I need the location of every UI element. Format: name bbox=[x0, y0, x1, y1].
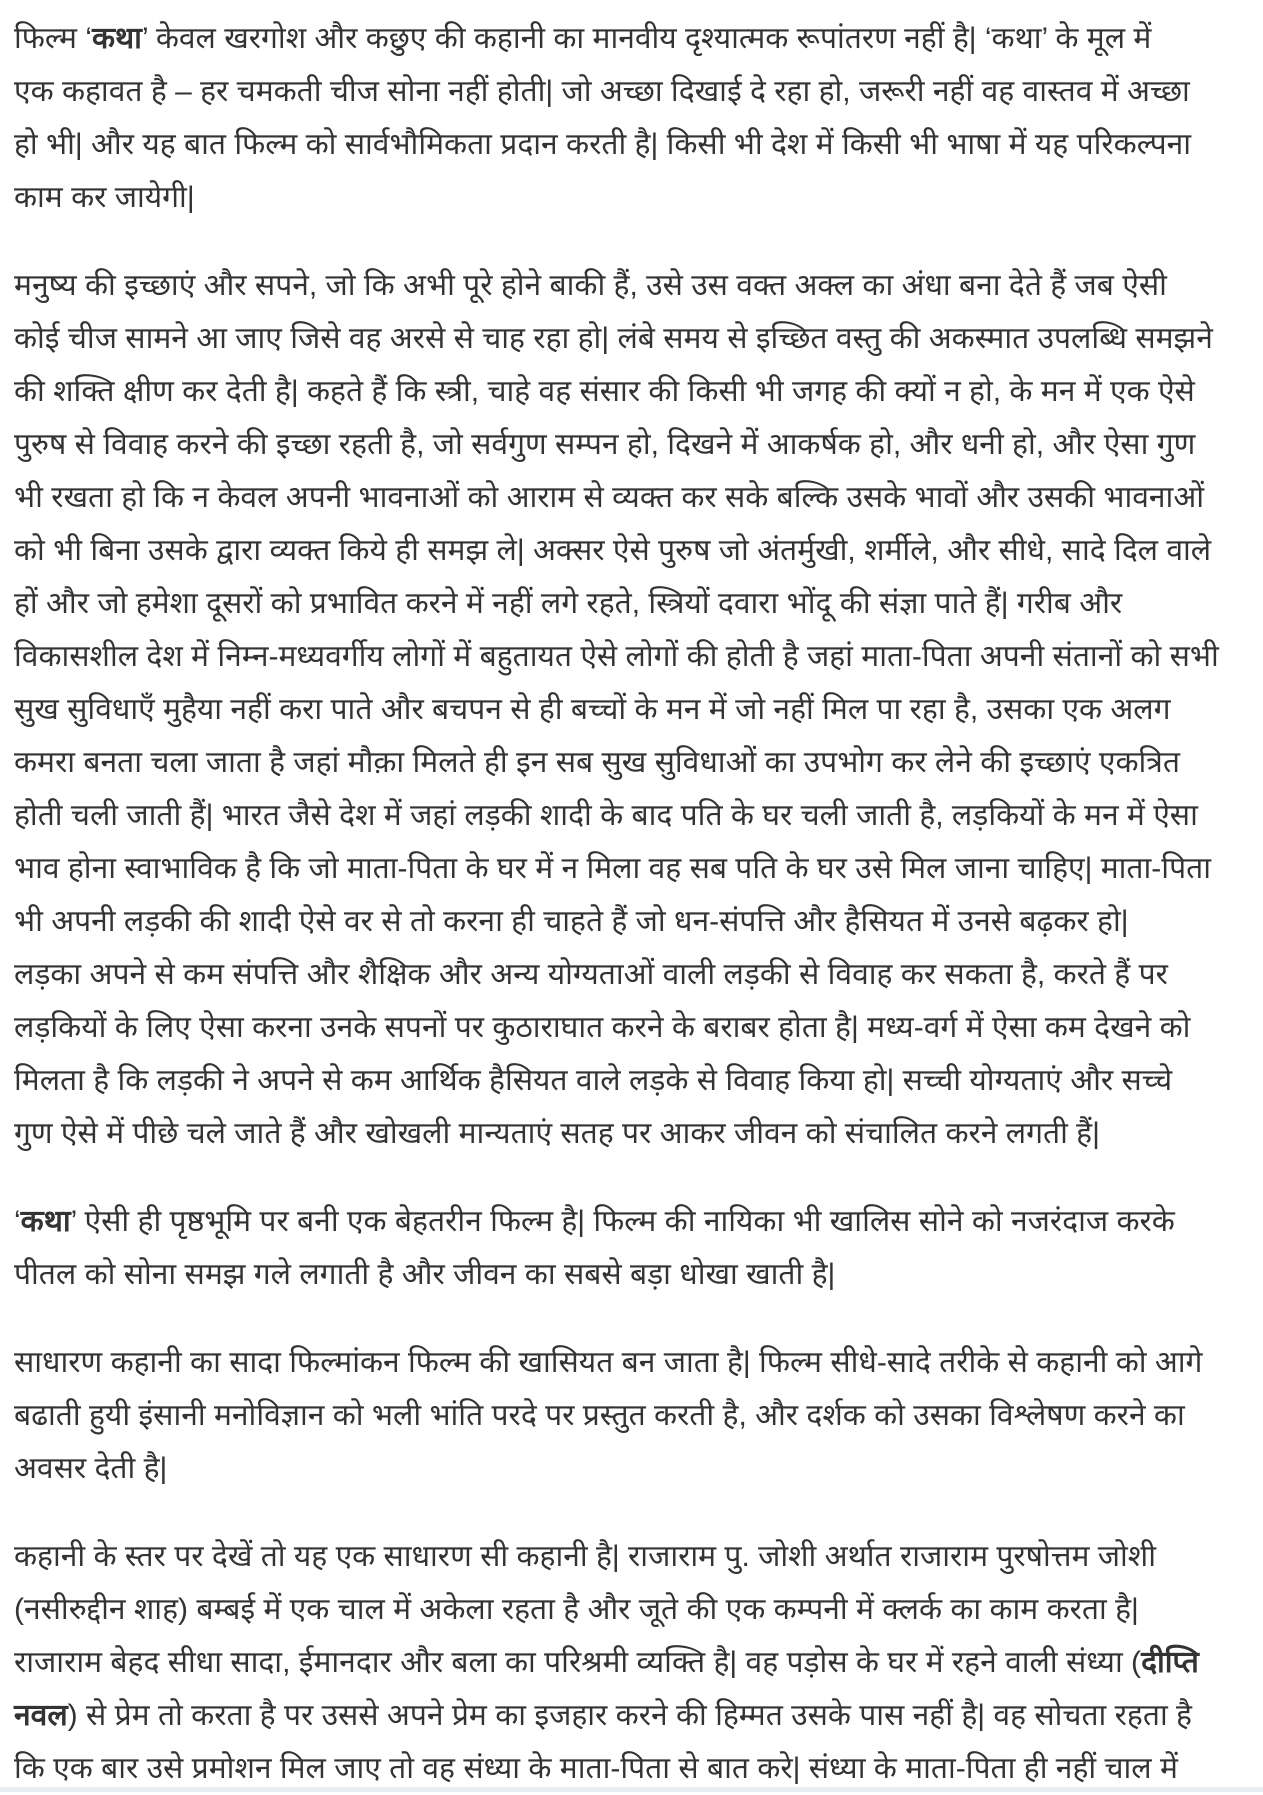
text-segment: लड़कियों के लिए ऐसा करना उनके सपनों पर कुठाराघात करने के बराबर होता है| मध्य-वर्ग में ऐसा कम देखने को bbox=[14, 1011, 1191, 1044]
text-line bbox=[14, 365, 1250, 418]
text-segment: हों और जो हमेशा दूसरों को प्रभावित करने में नहीं लगे रहते, स्त्रियों दवारा भोंदू की संज्ञा पाते हैं| गरीब और bbox=[14, 587, 1123, 620]
text-segment: लड़का अपने से कम संपत्ति और शैक्षिक और अन्य योग्यताओं वाली लड़की से विवाह कर सकता है, करते हैं पर bbox=[14, 958, 1168, 991]
text-segment: कोई चीज सामने आ जाए जिसे वह अरसे से चाह रहा हो| लंबे समय से इच्छित वस्तु की अकस्मात उपलब्धि समझने bbox=[14, 322, 1213, 355]
text-line bbox=[14, 683, 1250, 736]
text-line bbox=[14, 524, 1250, 577]
text-segment: अवसर देती है| bbox=[14, 1452, 168, 1485]
text-line bbox=[14, 12, 1250, 65]
text-segment: भाव होना स्वाभाविक है कि जो माता-पिता के घर में न मिला वह सब पति के घर उसे मिल जाना चाहिए| माता-पिता bbox=[14, 852, 1211, 885]
text-segment: (नसीरुद्दीन शाह) बम्बई में एक चाल में अकेला रहता है और जूते की एक कम्पनी में क्लर्क का काम करता है| bbox=[14, 1593, 1139, 1626]
text-segment: मनुष्य की इच्छाएं और सपने, जो कि अभी पूरे होने बाकी हैं, उसे उस वक्त अक्ल का अंधा बना देते हैं जब ऐसी bbox=[14, 269, 1167, 302]
text-line bbox=[14, 1336, 1250, 1389]
text-line bbox=[14, 789, 1250, 842]
text-line bbox=[14, 1248, 1250, 1301]
text-line bbox=[14, 418, 1250, 471]
text-line bbox=[14, 948, 1250, 1001]
text-segment: बढाती हुयी इंसानी मनोविज्ञान को भली भांति परदे पर प्रस्तुत करती है, और दर्शक को उसका विश्लेषण करने का bbox=[14, 1399, 1185, 1432]
text-line bbox=[14, 118, 1250, 171]
text-segment: की शक्ति क्षीण कर देती है| कहते हैं कि स्त्री, चाहे वह संसार की किसी भी जगह की क्यों न हो, के मन में एक ऐसे bbox=[14, 375, 1195, 408]
text-line bbox=[14, 1107, 1250, 1160]
bottom-divider bbox=[0, 1787, 1263, 1792]
text-segment: गुण ऐसे में पीछे चले जाते हैं और खोखली मान्यताएं सतह पर आकर जीवन को संचालित करने लगती हैं| bbox=[14, 1117, 1100, 1150]
paragraph bbox=[14, 1336, 1250, 1495]
text-line bbox=[14, 630, 1250, 683]
paragraph bbox=[14, 1530, 1250, 1795]
text-segment: कि एक बार उसे प्रमोशन मिल जाए तो वह संध्या के माता-पिता से बात करे| संध्या के माता-पिता ही नहीं चाल में bbox=[14, 1752, 1178, 1785]
text-segment: मिलता है कि लड़की ने अपने से कम आर्थिक हैसियत वाले लड़के से विवाह किया हो| सच्ची योग्यताएं और सच्चे bbox=[14, 1064, 1173, 1097]
text-segment: को भी बिना उसके द्वारा व्यक्त किये ही समझ ले| अक्सर ऐसे पुरुष जो अंतर्मुखी, शर्मीले, और सीधे, सादे दिल वाले bbox=[14, 534, 1212, 567]
text-line bbox=[14, 1442, 1250, 1495]
text-line bbox=[14, 895, 1250, 948]
text-line bbox=[14, 577, 1250, 630]
text-segment: साधारण कहानी का सादा फिल्मांकन फिल्म की खासियत बन जाता है| फिल्म सीधे-सादे तरीके से कहानी को आगे bbox=[14, 1346, 1203, 1379]
text-line bbox=[14, 1583, 1250, 1636]
bold-text-segment: दीप्ति bbox=[1141, 1646, 1199, 1679]
text-segment: फिल्म ‘ bbox=[14, 22, 92, 55]
text-line bbox=[14, 1054, 1250, 1107]
paragraph bbox=[14, 259, 1250, 1160]
bold-text-segment: कथा bbox=[91, 22, 142, 55]
bold-text-segment: कथा bbox=[20, 1205, 71, 1238]
text-segment: कमरा बनता चला जाता है जहां मौक़ा मिलते ही इन सब सुख सुविधाओं का उपभोग कर लेने की इच्छाएं एकत्रित bbox=[14, 746, 1180, 779]
text-line bbox=[14, 1530, 1250, 1583]
text-segment: राजाराम बेहद सीधा सादा, ईमानदार और बला का परिश्रमी व्यक्ति है| वह पड़ोस के घर में रहने वाली संध्या ( bbox=[14, 1646, 1142, 1679]
text-segment: ’ ऐसी ही पृष्ठभूमि पर बनी एक बेहतरीन फिल्म है| फिल्म की नायिका भी खालिस सोने को नजरंदाज करके bbox=[70, 1205, 1175, 1238]
text-segment: ’ केवल खरगोश और कछुए की कहानी का मानवीय दृश्यात्मक रूपांतरण नहीं है| ‘कथा’ के मूल में bbox=[141, 22, 1152, 55]
text-segment: विकासशील देश में निम्न-मध्यवर्गीय लोगों में बहुतायत ऐसे लोगों की होती है जहां माता-पिता अपनी संतानों को सभी bbox=[14, 640, 1219, 673]
text-segment: भी रखता हो कि न केवल अपनी भावनाओं को आराम से व्यक्त कर सके बल्कि उसके भावों और उसकी भावनाओं bbox=[14, 481, 1204, 514]
text-line bbox=[14, 736, 1250, 789]
text-segment: ) से प्रेम तो करता है पर उससे अपने प्रेम का इजहार करने की हिम्मत उसके पास नहीं है| वह सोचता रहता है bbox=[67, 1699, 1192, 1732]
text-segment: भी अपनी लड़की की शादी ऐसे वर से तो करना ही चाहते हैं जो धन-संपत्ति और हैसियत में उनसे बढ़कर हो| bbox=[14, 905, 1129, 938]
text-line bbox=[14, 1389, 1250, 1442]
text-line bbox=[14, 171, 1250, 224]
bold-text-segment: नवल bbox=[14, 1699, 68, 1732]
text-segment: पीतल को सोना समझ गले लगाती है और जीवन का सबसे बड़ा धोखा खाती है| bbox=[14, 1258, 836, 1291]
paragraph bbox=[14, 12, 1250, 224]
text-line bbox=[14, 1636, 1250, 1689]
paragraph bbox=[14, 1195, 1250, 1301]
text-segment: होती चली जाती हैं| भारत जैसे देश में जहां लड़की शादी के बाद पति के घर चली जाती है, लड़कियों के मन में ऐसा bbox=[14, 799, 1198, 832]
text-line bbox=[14, 259, 1250, 312]
text-line bbox=[14, 65, 1250, 118]
text-segment: हो भी| और यह बात फिल्म को सार्वभौमिकता प्रदान करती है| किसी भी देश में किसी भी भाषा में यह परिकल्पना bbox=[14, 128, 1192, 161]
text-line bbox=[14, 1001, 1250, 1054]
text-line bbox=[14, 471, 1250, 524]
text-segment: काम कर जायेगी| bbox=[14, 181, 195, 214]
text-segment: पुरुष से विवाह करने की इच्छा रहती है, जो सर्वगुण सम्पन हो, दिखने में आकर्षक हो, और धनी हो, और ऐसा गुण bbox=[14, 428, 1196, 461]
text-segment: एक कहावत है – हर चमकती चीज सोना नहीं होती| जो अच्छा दिखाई दे रहा हो, जरूरी नहीं वह वास्तव में अच्छा bbox=[14, 75, 1190, 108]
text-line bbox=[14, 312, 1250, 365]
text-segment: ‘ bbox=[14, 1205, 21, 1238]
text-line bbox=[14, 1689, 1250, 1742]
text-line bbox=[14, 842, 1250, 895]
text-segment: कहानी के स्तर पर देखें तो यह एक साधारण सी कहानी है| राजाराम पु. जोशी अर्थात राजाराम पुरषोत्तम जोशी bbox=[14, 1540, 1156, 1573]
text-segment: सुख सुविधाएँ मुहैया नहीं करा पाते और बचपन से ही बच्चों के मन में जो नहीं मिल पा रहा है, उसका एक अलग bbox=[14, 693, 1171, 726]
text-line bbox=[14, 1195, 1250, 1248]
